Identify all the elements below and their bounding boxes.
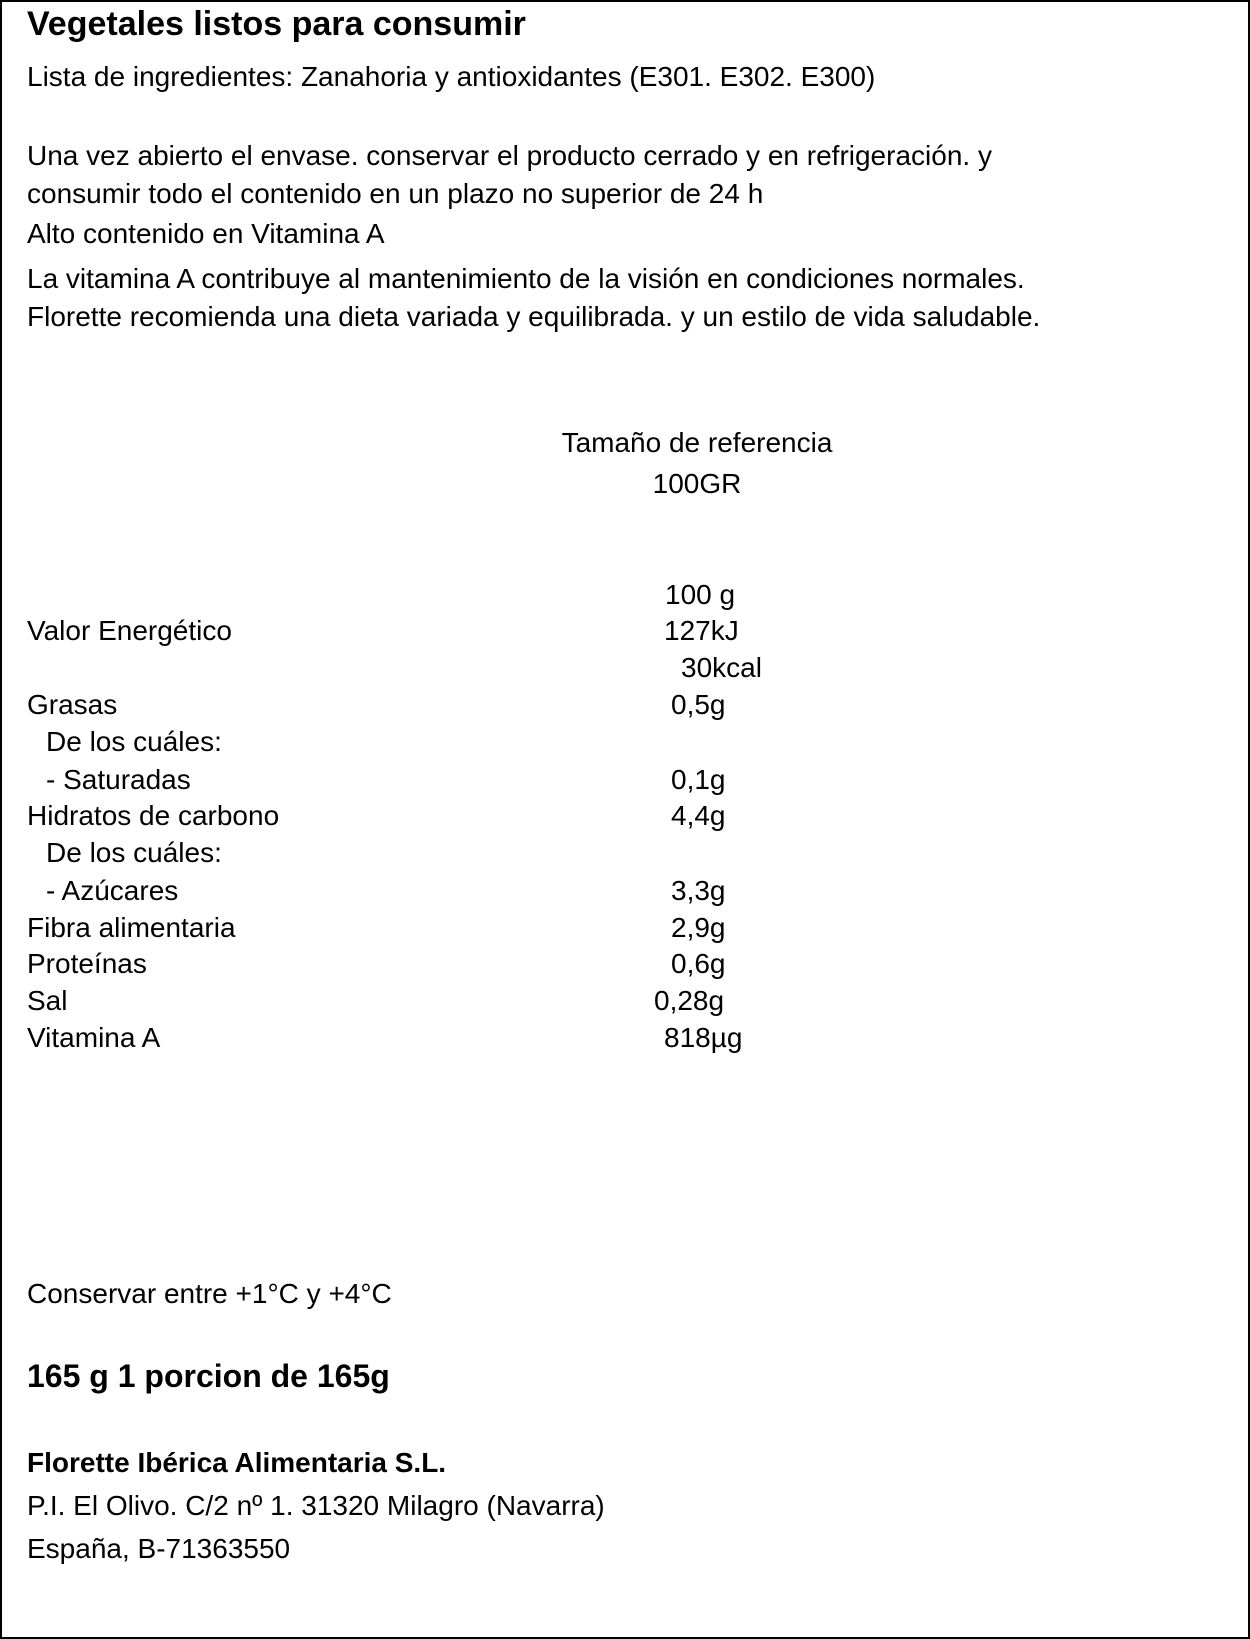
- nutrient-name: - Azúcares: [46, 875, 179, 906]
- nutrient-name: Valor Energético: [27, 615, 232, 646]
- net-weight-portion: 165 g 1 porcion de 165g: [27, 1358, 390, 1394]
- company-address: P.I. El Olivo. C/2 nº 1. 31320 Milagro (Navarra): [27, 1490, 605, 1521]
- nutrient-name: - Saturadas: [46, 764, 191, 795]
- nutrient-value: 0,1g: [671, 764, 726, 795]
- vitamin-a-function: La vitamina A contribuye al mantenimiento de la visión en condiciones normales.: [27, 263, 1025, 294]
- nutrient-value: 0,28g: [654, 985, 725, 1016]
- nutrient-name: Fibra alimentaria: [27, 912, 236, 943]
- company-name: Florette Ibérica Alimentaria S.L.: [27, 1447, 447, 1478]
- nutrient-name: Hidratos de carbono: [27, 800, 280, 831]
- nutrient-value: 818µg: [664, 1022, 743, 1053]
- nutrient-subheading: De los cuáles:: [46, 726, 222, 757]
- nutrient-subheading: De los cuáles:: [46, 837, 222, 868]
- nutrient-name: Sal: [27, 985, 68, 1016]
- vitamin-a-claim: Alto contenido en Vitamina A: [27, 218, 385, 249]
- nutrient-value: 127kJ: [664, 615, 739, 646]
- storage-temperature: Conservar entre +1°C y +4°C: [27, 1278, 392, 1309]
- storage-note-line-1: Una vez abierto el envase. conservar el producto cerrado y en refrigeración. y: [27, 140, 992, 171]
- nutrient-value: 30kcal: [681, 652, 762, 683]
- nutrient-value: 3,3g: [671, 875, 726, 906]
- nutrient-value: 0,5g: [671, 689, 726, 720]
- company-country-id: España, B-71363550: [27, 1533, 291, 1564]
- reference-size-label: Tamaño de referencia: [561, 427, 833, 458]
- diet-recommendation: Florette recomienda una dieta variada y equilibrada. y un estilo de vida saludable.: [27, 301, 1041, 332]
- nutrient-value: 0,6g: [671, 948, 726, 979]
- reference-size-value: 100GR: [652, 468, 742, 499]
- nutrient-value: 2,9g: [671, 912, 726, 943]
- nutrient-value: 4,4g: [671, 800, 726, 831]
- product-title: Vegetales listos para consumir: [27, 5, 526, 43]
- nutrient-name: Proteínas: [27, 948, 147, 979]
- storage-note-line-2: consumir todo el contenido en un plazo no superior de 24 h: [27, 178, 764, 209]
- nutrient-name: Vitamina A: [27, 1022, 161, 1053]
- nutrition-column-header: 100 g: [665, 579, 736, 610]
- nutrient-name: Grasas: [27, 689, 118, 720]
- ingredients-list: Lista de ingredientes: Zanahoria y antioxidantes (E301. E302. E300): [27, 61, 876, 92]
